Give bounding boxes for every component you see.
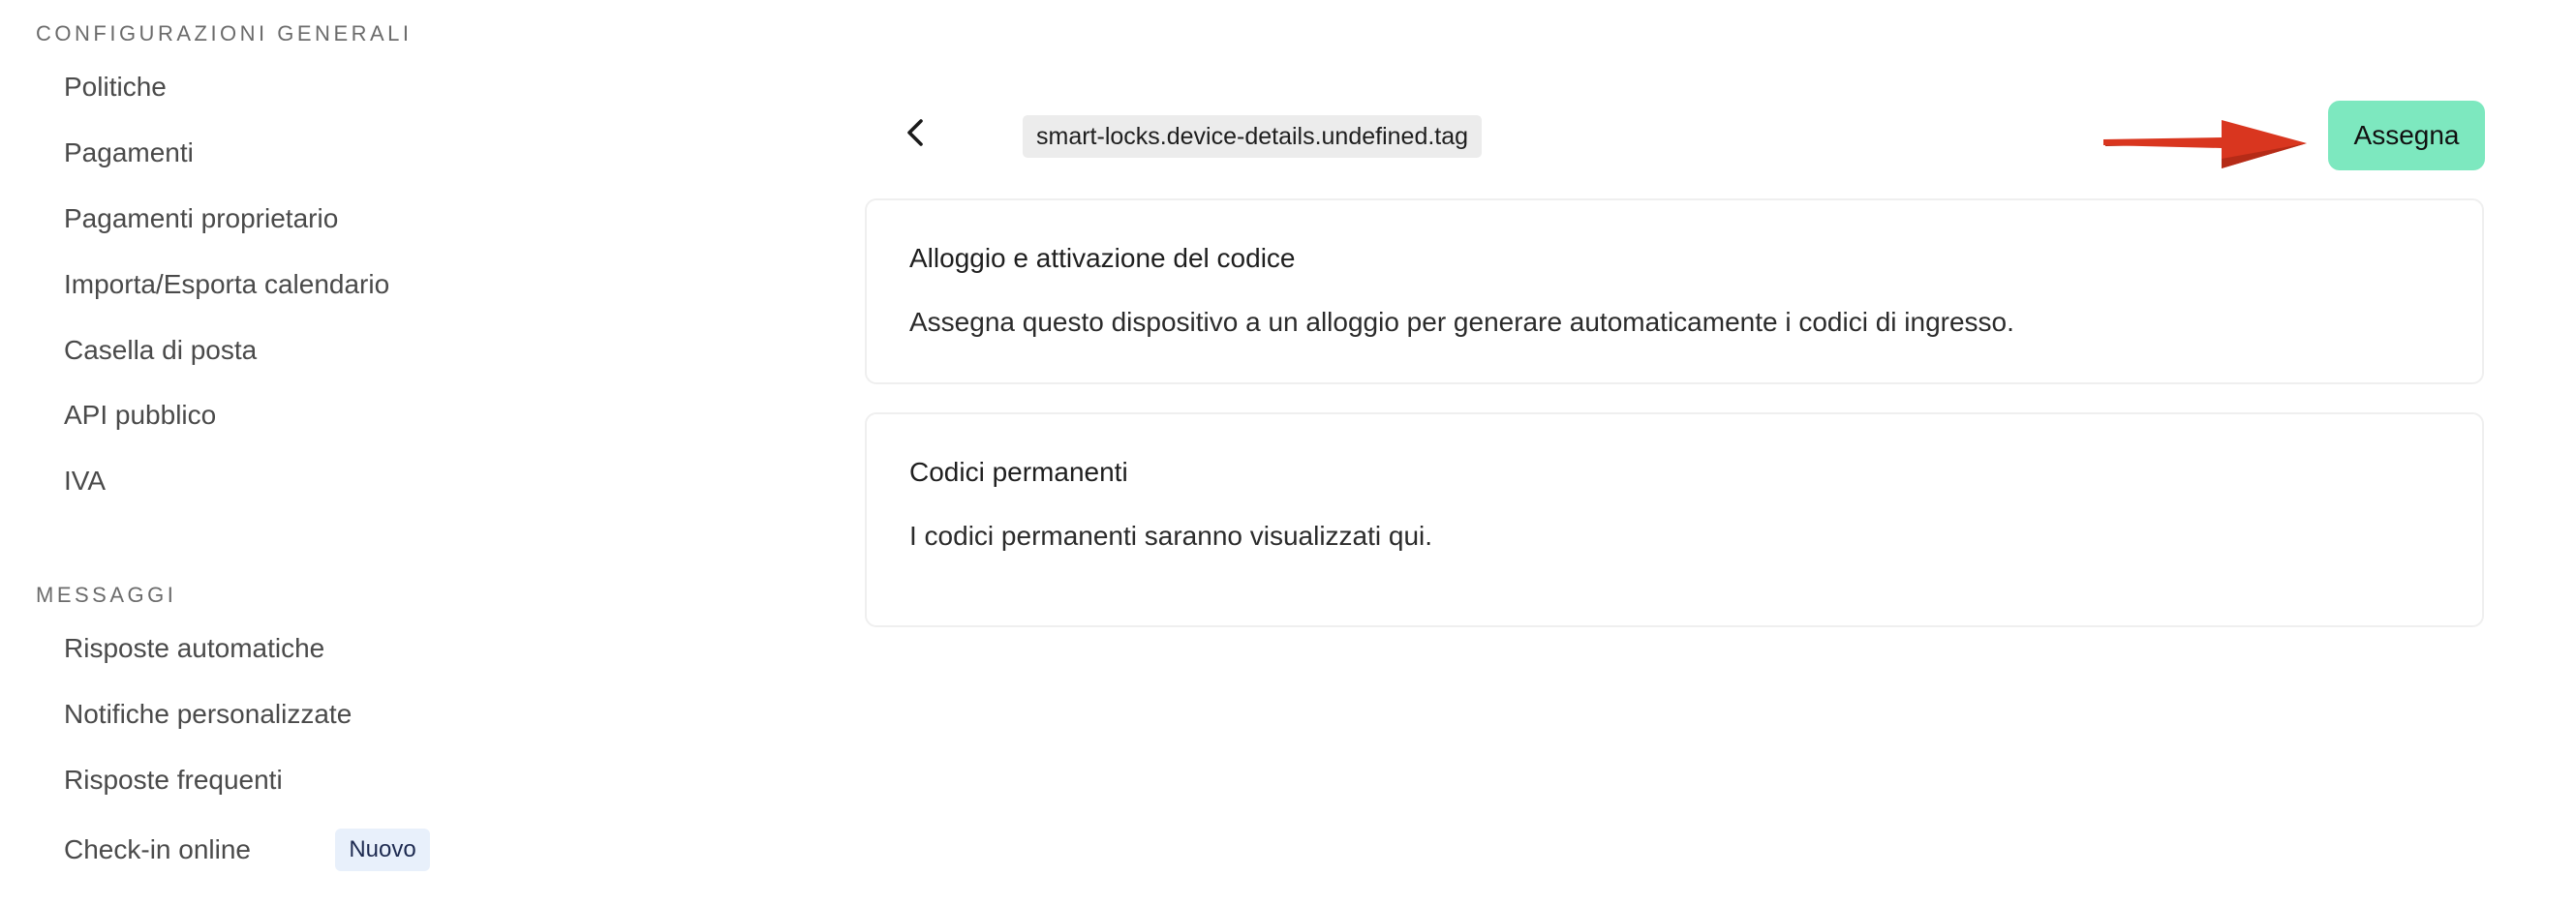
chevron-left-icon — [905, 118, 926, 147]
red-arrow-annotation — [2101, 114, 2309, 172]
section-title-general: CONFIGURAZIONI GENERALI — [36, 21, 413, 45]
sidebar-item-pagamenti[interactable]: Pagamenti — [64, 137, 194, 167]
sidebar-item-api-pubblico[interactable]: API pubblico — [64, 400, 217, 430]
sidebar-item-risposte-frequenti[interactable]: Risposte frequenti — [64, 765, 283, 795]
card-description: I codici permanenti saranno visualizzati qui. — [909, 521, 1433, 551]
back-button[interactable] — [891, 108, 939, 157]
card-title: Codici permanenti — [909, 457, 1128, 487]
sidebar-item-iva[interactable]: IVA — [64, 466, 107, 496]
new-badge: Nuovo — [335, 829, 430, 871]
sidebar-item-casella-di-posta[interactable]: Casella di posta — [64, 335, 258, 365]
lodging-activation-card — [865, 198, 2484, 384]
sidebar-item-politiche[interactable]: Politiche — [64, 72, 167, 102]
sidebar-item-check-in-online[interactable]: Check-in online — [64, 834, 251, 864]
card-title: Alloggio e attivazione del codice — [909, 243, 1296, 273]
section-title-messaggi: MESSAGGI — [36, 583, 177, 607]
sidebar-item-notifiche-personalizzate[interactable]: Notifiche personalizzate — [64, 699, 353, 729]
sidebar-item-pagamenti-proprietario[interactable]: Pagamenti proprietario — [64, 203, 339, 233]
sidebar-item-risposte-automatiche[interactable]: Risposte automatiche — [64, 633, 325, 663]
assign-button[interactable]: Assegna — [2328, 101, 2485, 170]
device-tag: smart-locks.device-details.undefined.tag — [1023, 115, 1482, 158]
permanent-codes-card — [865, 412, 2484, 627]
card-description: Assegna questo dispositivo a un alloggio per generare automaticamente i codici di ingresso. — [909, 307, 2014, 337]
settings-sidebar — [0, 0, 542, 906]
sidebar-item-importa-esporta-calendario[interactable]: Importa/Esporta calendario — [64, 269, 390, 299]
